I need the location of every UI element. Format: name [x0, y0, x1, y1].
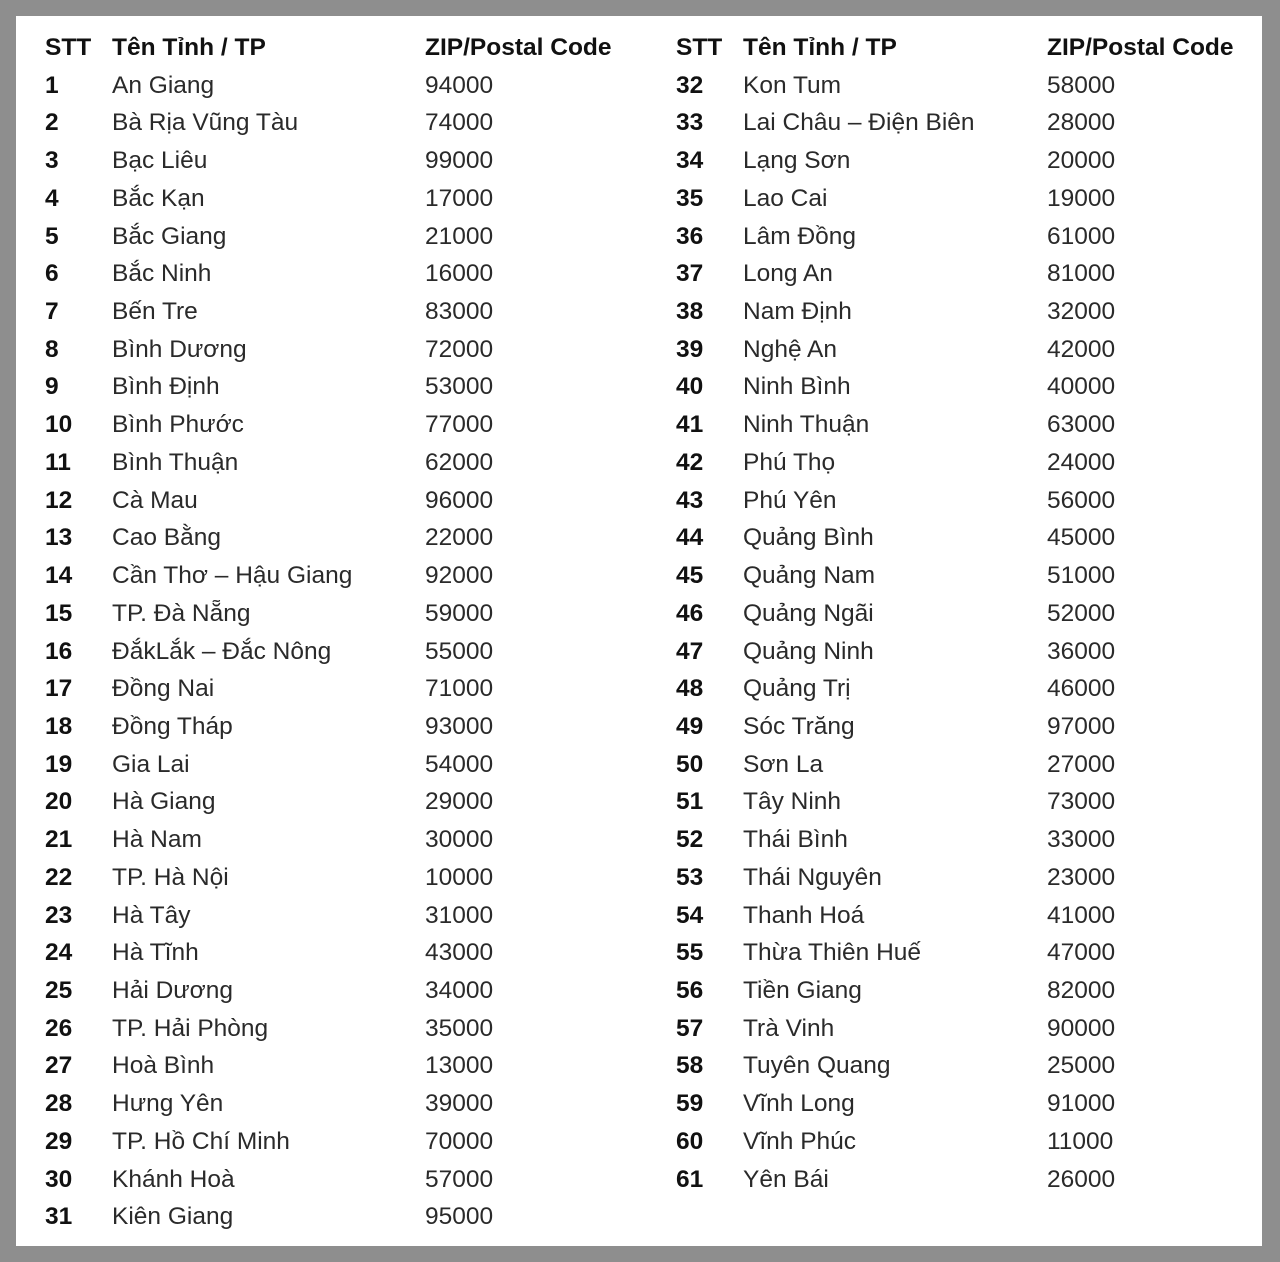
row-province: Bến Tre: [112, 298, 198, 326]
row-zip: 93000: [425, 712, 494, 740]
row-stt: 51: [676, 788, 704, 816]
row-stt: 10: [45, 411, 73, 439]
row-province: Cao Bằng: [112, 524, 221, 552]
row-stt: 5: [45, 222, 59, 250]
row-stt: 27: [45, 1052, 73, 1080]
row-zip: 39000: [425, 1090, 494, 1118]
row-zip: 16000: [425, 260, 494, 288]
row-zip: 97000: [1047, 712, 1116, 740]
row-stt: 41: [676, 411, 704, 439]
row-province: Hà Nam: [112, 826, 202, 854]
row-stt: 37: [676, 260, 704, 288]
row-province: Lâm Đồng: [743, 222, 857, 250]
row-stt: 56: [676, 976, 704, 1004]
row-zip: 70000: [425, 1127, 494, 1155]
row-province: Tây Ninh: [743, 788, 842, 816]
row-zip: 58000: [1047, 71, 1116, 99]
row-province: Sóc Trăng: [743, 712, 855, 740]
row-province: Bình Thuận: [112, 448, 239, 476]
row-stt: 17: [45, 675, 73, 703]
row-province: Long An: [743, 260, 833, 288]
row-stt: 60: [676, 1127, 704, 1155]
row-province: Phú Thọ: [743, 448, 836, 476]
row-zip: 41000: [1047, 901, 1116, 929]
row-zip: 53000: [425, 373, 494, 401]
row-zip: 82000: [1047, 976, 1116, 1004]
row-stt: 58: [676, 1052, 704, 1080]
row-stt: 18: [45, 712, 73, 740]
row-stt: 48: [676, 675, 704, 703]
row-zip: 45000: [1047, 524, 1116, 552]
row-zip: 55000: [425, 637, 494, 665]
row-zip: 72000: [425, 335, 494, 363]
row-province: Quảng Ninh: [743, 637, 874, 665]
row-zip: 22000: [425, 524, 494, 552]
header-zip: ZIP/Postal Code: [425, 34, 612, 61]
row-stt: 29: [45, 1127, 73, 1155]
row-stt: 28: [45, 1090, 73, 1118]
row-zip: 11000: [1047, 1127, 1114, 1155]
row-stt: 47: [676, 637, 704, 665]
row-stt: 34: [676, 147, 704, 175]
row-province: Bắc Ninh: [112, 260, 212, 288]
row-zip: 59000: [425, 599, 494, 627]
row-zip: 56000: [1047, 486, 1116, 514]
row-zip: 24000: [1047, 448, 1116, 476]
row-province: TP. Hải Phòng: [112, 1014, 269, 1042]
row-province: Hoà Bình: [112, 1052, 215, 1080]
row-zip: 81000: [1047, 260, 1116, 288]
row-province: Thái Nguyên: [743, 863, 882, 891]
row-province: Yên Bái: [743, 1165, 829, 1193]
row-stt: 6: [45, 260, 59, 288]
row-province: Thái Bình: [743, 826, 848, 854]
row-stt: 38: [676, 298, 704, 326]
row-stt: 7: [45, 298, 59, 326]
row-zip: 26000: [1047, 1165, 1116, 1193]
row-stt: 55: [676, 939, 704, 967]
row-stt: 50: [676, 750, 704, 778]
row-province: Đồng Tháp: [112, 712, 233, 740]
row-stt: 59: [676, 1090, 704, 1118]
row-stt: 2: [45, 109, 59, 137]
row-zip: 90000: [1047, 1014, 1116, 1042]
row-stt: 61: [676, 1165, 704, 1193]
row-zip: 51000: [1047, 562, 1116, 590]
row-stt: 52: [676, 826, 704, 854]
row-province: Bình Dương: [112, 335, 247, 363]
row-zip: 25000: [1047, 1052, 1116, 1080]
row-province: Bắc Kạn: [112, 184, 205, 212]
row-stt: 45: [676, 562, 704, 590]
row-stt: 31: [45, 1203, 73, 1231]
row-zip: 83000: [425, 298, 494, 326]
row-zip: 63000: [1047, 411, 1116, 439]
row-province: Nghệ An: [743, 335, 837, 363]
row-province: Hà Giang: [112, 788, 216, 816]
row-stt: 40: [676, 373, 704, 401]
row-province: Bình Định: [112, 373, 220, 401]
row-stt: 21: [45, 826, 73, 854]
row-province: Khánh Hoà: [112, 1165, 235, 1193]
postal-code-table: [16, 16, 1262, 1246]
row-zip: 62000: [425, 448, 494, 476]
row-stt: 20: [45, 788, 73, 816]
row-zip: 94000: [425, 71, 494, 99]
row-zip: 71000: [425, 675, 494, 703]
header-stt: STT: [45, 34, 92, 61]
row-stt: 42: [676, 448, 704, 476]
row-stt: 39: [676, 335, 704, 363]
row-stt: 32: [676, 71, 704, 99]
row-province: Thanh Hoá: [743, 901, 865, 929]
row-zip: 95000: [425, 1203, 494, 1231]
row-zip: 36000: [1047, 637, 1116, 665]
row-province: Bà Rịa Vũng Tàu: [112, 109, 299, 137]
row-province: ĐắkLắk – Đắc Nông: [112, 637, 332, 665]
row-zip: 54000: [425, 750, 494, 778]
row-zip: 43000: [425, 939, 494, 967]
row-stt: 43: [676, 486, 704, 514]
row-province: TP. Hà Nội: [112, 863, 229, 891]
row-stt: 14: [45, 562, 73, 590]
row-province: Quảng Nam: [743, 562, 876, 590]
row-stt: 24: [45, 939, 73, 967]
row-province: Hà Tây: [112, 901, 191, 929]
row-province: Hà Tĩnh: [112, 939, 199, 967]
row-province: Kiên Giang: [112, 1203, 234, 1231]
row-stt: 13: [45, 524, 73, 552]
row-zip: 74000: [425, 109, 494, 137]
row-stt: 1: [45, 71, 59, 99]
row-province: An Giang: [112, 71, 215, 99]
row-zip: 27000: [1047, 750, 1116, 778]
row-zip: 61000: [1047, 222, 1116, 250]
row-stt: 33: [676, 109, 704, 137]
row-province: Tiền Giang: [743, 976, 862, 1004]
row-zip: 96000: [425, 486, 494, 514]
row-province: Cà Mau: [112, 486, 198, 514]
row-zip: 23000: [1047, 863, 1116, 891]
row-province: Lai Châu – Điện Biên: [743, 109, 975, 137]
header-province: Tên Tỉnh / TP: [112, 34, 266, 61]
row-province: Vĩnh Long: [743, 1090, 855, 1118]
row-province: Quảng Trị: [743, 675, 851, 703]
row-province: TP. Đà Nẵng: [112, 599, 251, 627]
row-stt: 36: [676, 222, 704, 250]
row-province: Ninh Thuận: [743, 411, 870, 439]
row-province: Lao Cai: [743, 184, 828, 212]
row-zip: 20000: [1047, 147, 1116, 175]
row-zip: 31000: [425, 901, 494, 929]
row-province: Lạng Sơn: [743, 147, 851, 175]
row-zip: 40000: [1047, 373, 1116, 401]
row-province: TP. Hồ Chí Minh: [112, 1127, 290, 1155]
row-province: Vĩnh Phúc: [743, 1127, 857, 1155]
row-stt: 12: [45, 486, 73, 514]
row-province: Tuyên Quang: [743, 1052, 891, 1080]
row-province: Quảng Bình: [743, 524, 874, 552]
row-zip: 77000: [425, 411, 494, 439]
row-zip: 10000: [425, 863, 494, 891]
row-province: Hải Dương: [112, 976, 233, 1004]
row-zip: 33000: [1047, 826, 1116, 854]
row-zip: 17000: [425, 184, 494, 212]
row-stt: 49: [676, 712, 704, 740]
row-stt: 9: [45, 373, 59, 401]
row-province: Quảng Ngãi: [743, 599, 874, 627]
row-zip: 32000: [1047, 298, 1116, 326]
row-province: Đồng Nai: [112, 675, 215, 703]
row-zip: 46000: [1047, 675, 1116, 703]
row-stt: 53: [676, 863, 704, 891]
row-zip: 21000: [425, 222, 494, 250]
row-stt: 57: [676, 1014, 704, 1042]
row-province: Gia Lai: [112, 750, 190, 778]
row-zip: 30000: [425, 826, 494, 854]
row-province: Bắc Giang: [112, 222, 227, 250]
row-zip: 29000: [425, 788, 494, 816]
row-zip: 42000: [1047, 335, 1116, 363]
row-province: Bạc Liêu: [112, 147, 208, 175]
row-stt: 4: [45, 184, 59, 212]
header-zip: ZIP/Postal Code: [1047, 34, 1234, 61]
row-stt: 35: [676, 184, 704, 212]
row-zip: 28000: [1047, 109, 1116, 137]
row-zip: 91000: [1047, 1090, 1116, 1118]
row-stt: 54: [676, 901, 704, 929]
row-stt: 44: [676, 524, 704, 552]
row-stt: 16: [45, 637, 73, 665]
row-province: Trà Vinh: [743, 1014, 835, 1042]
row-stt: 25: [45, 976, 73, 1004]
row-zip: 19000: [1047, 184, 1116, 212]
row-stt: 3: [45, 147, 59, 175]
row-stt: 30: [45, 1165, 73, 1193]
row-province: Ninh Bình: [743, 373, 851, 401]
row-zip: 57000: [425, 1165, 494, 1193]
row-stt: 23: [45, 901, 73, 929]
row-stt: 22: [45, 863, 73, 891]
row-province: Sơn La: [743, 750, 824, 778]
row-zip: 99000: [425, 147, 494, 175]
row-zip: 92000: [425, 562, 494, 590]
row-stt: 46: [676, 599, 704, 627]
row-stt: 15: [45, 599, 73, 627]
row-zip: 35000: [425, 1014, 494, 1042]
header-province: Tên Tỉnh / TP: [743, 34, 897, 61]
row-zip: 34000: [425, 976, 494, 1004]
row-province: Kon Tum: [743, 71, 842, 99]
row-province: Phú Yên: [743, 486, 837, 514]
row-stt: 8: [45, 335, 59, 363]
row-stt: 19: [45, 750, 73, 778]
row-province: Nam Định: [743, 298, 852, 326]
header-stt: STT: [676, 34, 723, 61]
row-zip: 13000: [425, 1052, 494, 1080]
row-stt: 26: [45, 1014, 73, 1042]
row-province: Thừa Thiên Huế: [743, 939, 922, 967]
row-zip: 47000: [1047, 939, 1116, 967]
row-province: Bình Phước: [112, 411, 244, 439]
row-province: Cần Thơ – Hậu Giang: [112, 562, 353, 590]
row-zip: 73000: [1047, 788, 1116, 816]
row-stt: 11: [45, 448, 71, 476]
row-province: Hưng Yên: [112, 1090, 224, 1118]
row-zip: 52000: [1047, 599, 1116, 627]
